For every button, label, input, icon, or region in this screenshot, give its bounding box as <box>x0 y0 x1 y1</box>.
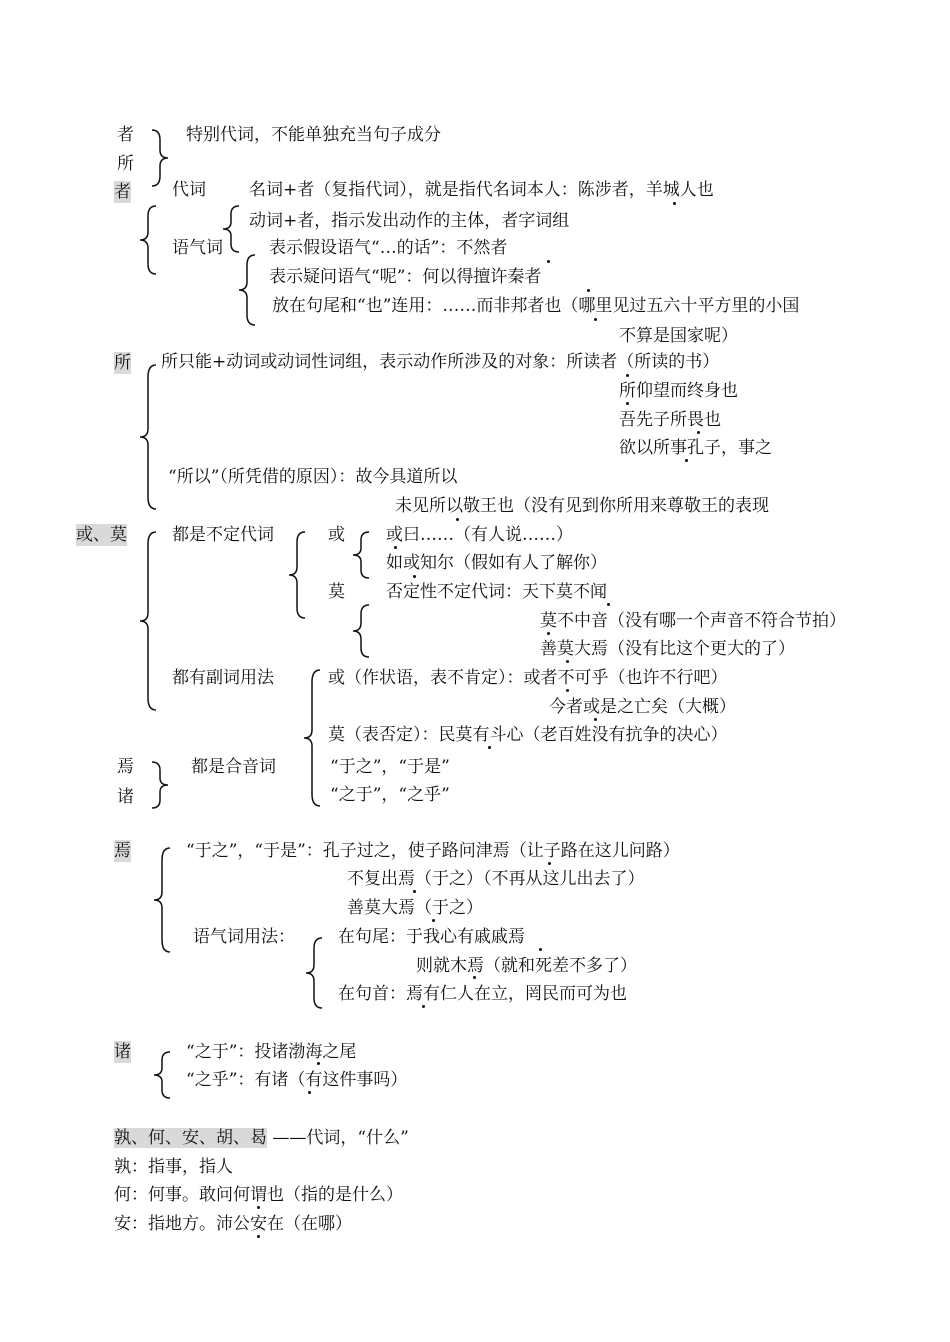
emphasis-dot <box>626 374 629 377</box>
emphasis-dot <box>673 202 676 205</box>
emphasis-dot <box>413 890 416 893</box>
emphasis-dot <box>548 862 551 865</box>
ruhuo-text: 如或知尔（假如有人了解你） <box>386 553 607 573</box>
suo-brace <box>136 363 158 511</box>
yan-start-text: 在句首：焉有仁人在立，罔民而可为也 <box>338 984 627 1004</box>
emphasis-dot <box>607 603 610 606</box>
zhe-end-cont-text: 不算是国家呢） <box>619 326 738 346</box>
yan-modal-label: 语气词用法： <box>193 927 295 947</box>
emphasis-dot <box>547 260 550 263</box>
he-text: 何：何事。敢问何谓也（指的是什么） <box>114 1185 403 1205</box>
emphasis-dot <box>308 1091 311 1094</box>
emphasis-dot <box>594 718 597 721</box>
emphasis-dot <box>317 1062 320 1065</box>
emphasis-dot <box>697 431 700 434</box>
heyin-text: 都是合音词 <box>191 757 276 777</box>
shu-he-an-hu-he-words: 孰、何、安、胡、曷 <box>114 1128 267 1148</box>
yan-ex2-text: 不复出焉（于之）（不再从这儿出去了） <box>347 869 645 889</box>
yuqici-brace <box>219 204 241 254</box>
mo-adv-text: 莫（表否定）：民莫有斗心（老百姓没有抗争的决心） <box>328 725 728 745</box>
indef-text: 都是不定代词 <box>172 525 274 545</box>
mo-ex2-text: 善莫大焉（没有比这个更大的了） <box>540 639 795 659</box>
suo-ex1-text: 所仰望而终身也 <box>619 381 738 401</box>
zhe-question-text: 表示疑问语气“呢”：何以得擅许秦者 <box>269 267 542 287</box>
adverb-use-text: 都有副词用法 <box>172 668 274 688</box>
emphasis-dot <box>456 518 459 521</box>
special-pronoun-text: 特别代词，不能单独充当句子成分 <box>186 125 441 145</box>
yuqici-label: 语气词 <box>172 238 223 258</box>
daici-label: 代词 <box>172 180 206 200</box>
suo-ex3-text: 欲以所事孔子，事之 <box>619 438 772 458</box>
mo-label: 莫 <box>328 582 345 602</box>
huomo-heading: 或、莫 <box>76 525 127 545</box>
huo-label: 或 <box>328 525 345 545</box>
huo-adv-text: 或（作状语，表不肯定）：或者不可乎（也许不行吧） <box>328 668 728 688</box>
yan-end2-text: 则就木焉（就和死差不多了） <box>416 956 637 976</box>
emphasis-dot <box>587 289 590 292</box>
zhe-end-text: 放在句尾和“也”连用：……而非邦者也（哪里见过五六十平方里的小国 <box>272 296 800 316</box>
zhu-ex2-text: “之乎”：有诸（有这件事吗） <box>186 1070 408 1090</box>
emphasis-dot <box>413 575 416 578</box>
zhe-hypo-text: 表示假设语气“…的话”：不然者 <box>269 238 508 258</box>
an-text: 安：指地方。沛公安在（在哪） <box>114 1214 352 1234</box>
emphasis-dot <box>626 402 629 405</box>
emphasis-dot <box>473 976 476 979</box>
zhe-brace <box>136 204 158 276</box>
zhu-ex1-text: “之于”：投诸渤海之尾 <box>186 1042 357 1062</box>
emphasis-dot <box>566 689 569 692</box>
yan-end-text: 在句尾：于我心有戚戚焉 <box>338 927 525 947</box>
zhe-suo-brace <box>150 128 172 188</box>
yan-modal-brace <box>302 936 324 1010</box>
suo-ex2-text: 吾先子所畏也 <box>619 410 721 430</box>
emphasis-dot <box>594 318 597 321</box>
shu-text: 孰：指事，指人 <box>114 1157 233 1177</box>
yan-heading: 焉 <box>114 841 131 861</box>
huo-adv-ex-text: 今者或是之亡矣（大概） <box>549 697 736 717</box>
zhe-label: 者 <box>117 125 134 145</box>
emphasis-dot <box>257 1206 260 1209</box>
suo-heading: 所 <box>114 353 131 373</box>
zhe-noun-text: 名词+者（复指代词），就是指代名词本人：陈涉者，羊城人也 <box>249 180 714 200</box>
emphasis-dot <box>539 948 542 951</box>
yan-ex3-text: 善莫大焉（于之） <box>347 898 483 918</box>
zhe-heading: 者 <box>114 182 131 202</box>
yuqici-usage-brace <box>235 253 257 327</box>
emphasis-dot <box>488 746 491 749</box>
zhiyu-zhihu-text: “之于”，“之乎” <box>330 785 450 805</box>
indef-brace <box>285 530 307 620</box>
yan-brace <box>150 846 172 954</box>
suoyi-text: “所以”（所凭借的原因）：故今具道所以 <box>168 467 458 487</box>
mo-def-text: 否定性不定代词：天下莫不闻 <box>386 582 607 602</box>
emphasis-dot <box>394 546 397 549</box>
huoyue-text: 或曰……（有人说……） <box>386 525 573 545</box>
mo-brace <box>349 603 371 659</box>
emphasis-dot <box>566 660 569 663</box>
yan-ex1-text: “于之”，“于是”：孔子过之，使子路问津焉（让子路在这儿问路） <box>186 841 680 861</box>
yuzhi-yushi-text: “于之”，“于是” <box>330 757 450 777</box>
zhu-label: 诸 <box>117 787 134 807</box>
emphasis-dot <box>257 1235 260 1238</box>
zhe-verb-text: 动词+者，指示发出动作的主体，者字词组 <box>249 211 570 231</box>
suo-label: 所 <box>117 154 134 174</box>
emphasis-dot <box>432 919 435 922</box>
adverb-brace <box>300 668 322 808</box>
emphasis-dot <box>547 632 550 635</box>
zhu-heading: 诸 <box>114 1042 131 1062</box>
mo-ex1-text: 莫不中音（没有哪一个声音不符合节拍） <box>540 611 846 631</box>
suoyi-ex-text: 未见所以敬王也（没有见到你所用来尊敬王的表现 <box>395 496 769 516</box>
zhu-brace <box>150 1050 172 1100</box>
huomo-brace <box>136 530 158 712</box>
emphasis-dot <box>422 1005 425 1008</box>
yan-zhu-brace <box>150 760 172 810</box>
shenme-text: ——代词，“什么” <box>272 1128 409 1148</box>
emphasis-dot <box>685 459 688 462</box>
huo-brace <box>349 530 371 580</box>
yan-label: 焉 <box>117 757 134 777</box>
suo-def-text: 所只能+动词或动词性词组，表示动作所涉及的对象：所读者（所读的书） <box>161 352 720 372</box>
shu-he-an-hu-he-heading <box>114 1127 409 1149</box>
